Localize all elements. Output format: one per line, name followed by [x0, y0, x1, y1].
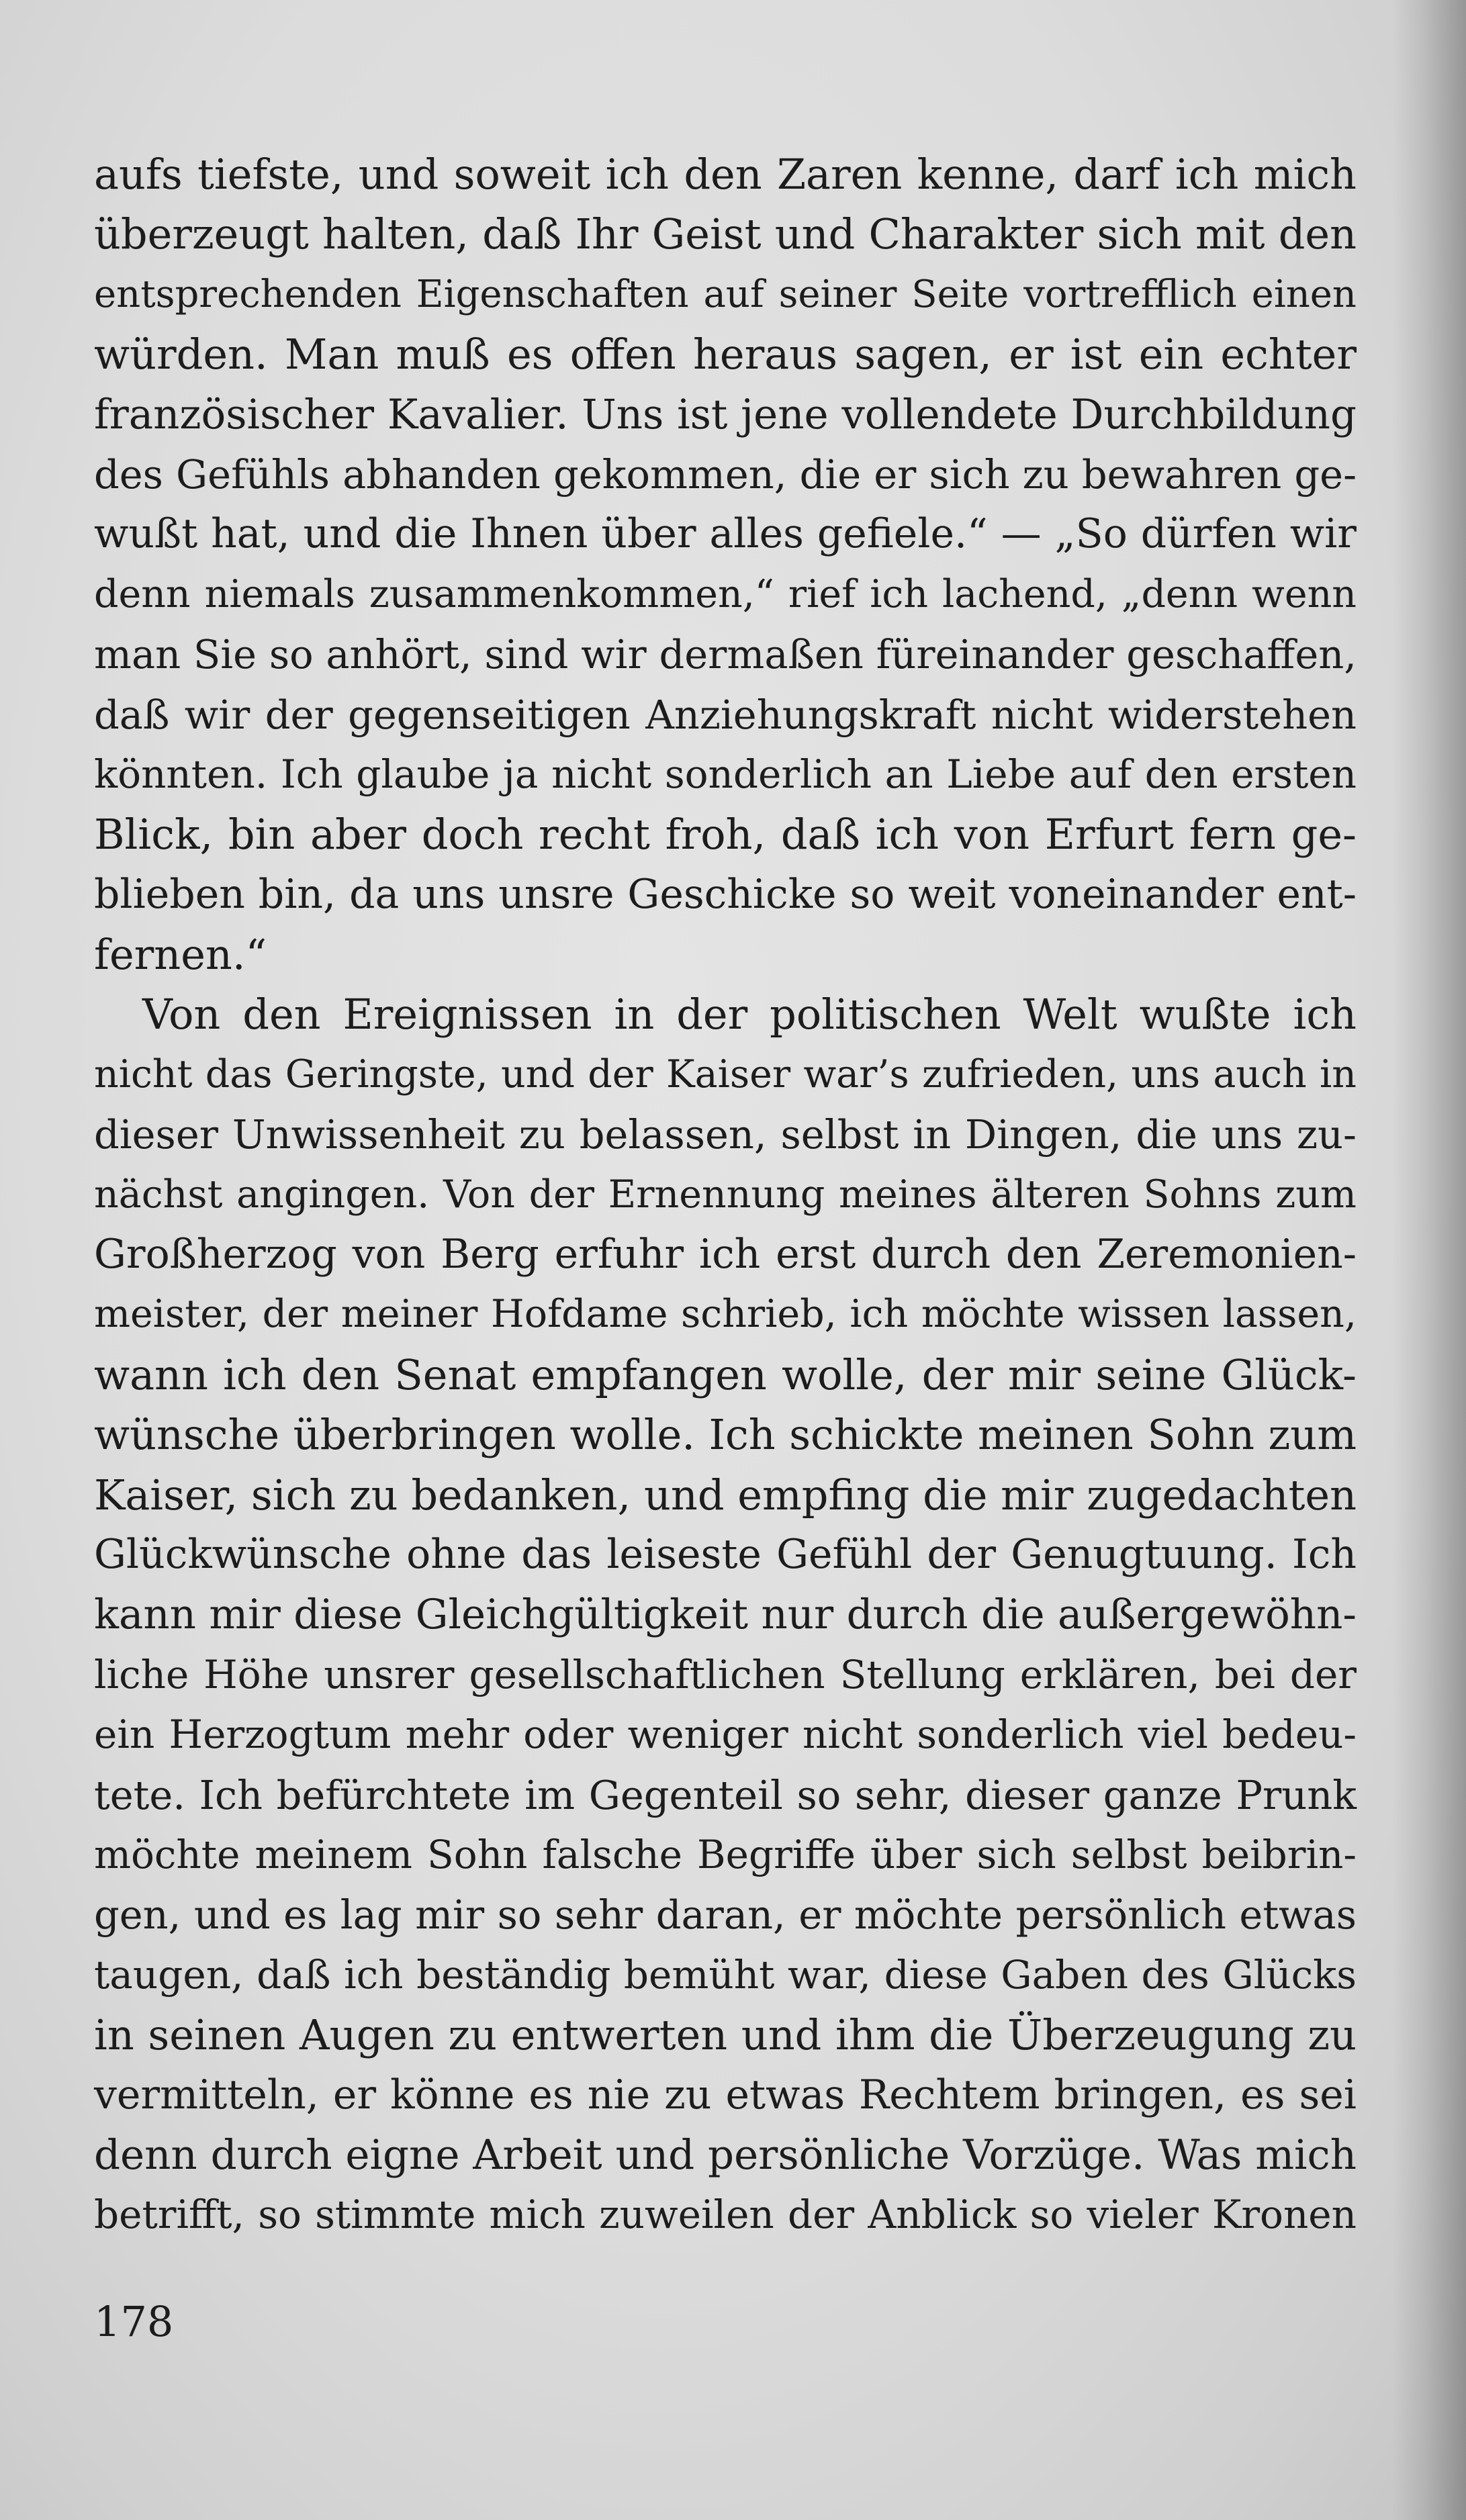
- text-line: nächst angingen. Von der Ernennung meines älteren Sohns zum: [94, 1172, 1357, 1217]
- text-line: entsprechenden Eigenschaften auf seiner Seite vortrefflich einen: [94, 272, 1357, 316]
- text-line: taugen, daß ich beständig bemüht war, diese Gaben des Glücks: [94, 1951, 1357, 1998]
- text-line: Kaiser, sich zu bedanken, und empfing die mir zugedachten: [94, 1470, 1357, 1520]
- text-line: betrifft, so stimmte mich zuweilen der Anblick so vieler Kronen: [94, 2192, 1357, 2238]
- text-line: daß wir der gegenseitigen Anziehungskraft nicht widerstehen: [94, 691, 1357, 738]
- text-line: möchte meinem Sohn falsche Begriffe über sich selbst beibrin-: [94, 1831, 1357, 1877]
- text-line: würden. Man muß es offen heraus sagen, er ist ein echter: [94, 330, 1357, 379]
- text-line: wünsche überbringen wolle. Ich schickte meinen Sohn zum: [94, 1410, 1357, 1460]
- text-line: ein Herzogtum mehr oder weniger nicht sonderlich viel bedeu-: [94, 1712, 1357, 1758]
- text-line: des Gefühls abhanden gekommen, die er sich zu bewahren ge-: [94, 451, 1357, 498]
- text-line: überzeugt halten, daß Ihr Geist und Charakter sich mit den: [94, 209, 1357, 259]
- text-line: gen, und es lag mir so sehr daran, er möchte persönlich etwas: [94, 1892, 1357, 1939]
- text-line: denn durch eigne Arbeit und persönliche Vorzüge. Was mich: [94, 2131, 1357, 2179]
- text-line: Von den Ereignissen in der politischen Welt wußte ich: [142, 990, 1357, 1039]
- text-line: aufs tiefste, und soweit ich den Zaren kenne, darf ich mich: [94, 150, 1357, 199]
- body-text: [94, 144, 1357, 2245]
- text-line: man Sie so anhört, sind wir dermaßen füreinander geschaffen,: [94, 631, 1357, 678]
- text-line: Glückwünsche ohne das leiseste Gefühl der Genugtuung. Ich: [94, 1530, 1357, 1578]
- text-line: französischer Kavalier. Uns ist jene vollendete Durchbildung: [94, 390, 1357, 438]
- text-line: wann ich den Senat empfangen wolle, der mir seine Glück-: [94, 1350, 1357, 1399]
- text-line: fernen.“: [94, 930, 267, 980]
- text-line: Blick, bin aber doch recht froh, daß ich von Erfurt fern ge-: [94, 810, 1357, 859]
- text-line: wußt hat, und die Ihnen über alles gefiele.“ — „So dürfen wir: [94, 510, 1357, 558]
- text-line: tete. Ich befürchtete im Gegenteil so sehr, dieser ganze Prunk: [94, 1771, 1357, 1818]
- text-line: kann mir diese Gleichgültigkeit nur durch die außergewöhn-: [94, 1591, 1357, 1639]
- text-line: könnten. Ich glaube ja nicht sonderlich an Liebe auf den ersten: [94, 751, 1357, 797]
- text-line: vermitteln, er könne es nie zu etwas Rechtem bringen, es sei: [94, 2071, 1357, 2118]
- text-line: in seinen Augen zu entwerten und ihm die Überzeugung zu: [94, 2010, 1357, 2060]
- text-line: denn niemals zusammenkommen,“ rief ich lachend, „denn wenn: [94, 571, 1357, 616]
- spine-shadow: [1392, 0, 1466, 2520]
- text-line: Großherzog von Berg erfuhr ich erst durch den Zeremonien-: [94, 1231, 1357, 1278]
- text-line: nicht das Geringste, und der Kaiser war’s zufrieden, uns auch in: [94, 1052, 1357, 1096]
- text-line: blieben bin, da uns unsre Geschicke so weit voneinander ent-: [94, 870, 1357, 918]
- text-line: meister, der meiner Hofdame schrieb, ich möchte wissen lassen,: [94, 1292, 1357, 1337]
- text-line: dieser Unwissenheit zu belassen, selbst in Dingen, die uns zu-: [94, 1111, 1357, 1158]
- page-number: 178: [94, 2297, 174, 2346]
- text-line: liche Höhe unsrer gesellschaftlichen Stellung erklären, bei der: [94, 1651, 1357, 1697]
